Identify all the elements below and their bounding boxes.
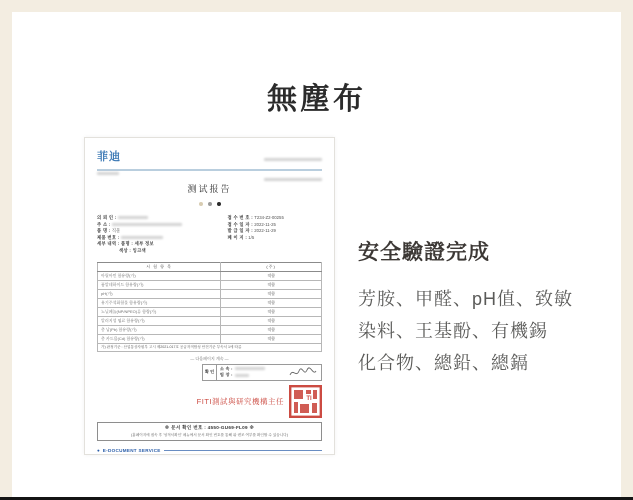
table-row: 폼알데하이드 함유량(가) 적합: [98, 280, 322, 289]
table-row: 총 카드뮴(Cd) 함유량(가) 적합: [98, 334, 322, 343]
test-report-document: [84, 137, 335, 455]
red-seal-stamp-icon: [289, 385, 322, 418]
svg-text:TI: TI: [306, 395, 312, 402]
edoc-title: E-DOCUMENT SERVICE: [102, 447, 161, 453]
report-title: 测试报告: [187, 184, 232, 194]
sign-box-label: 확 인: [203, 365, 217, 380]
safety-line: 染料、王基酚、有機錫: [358, 321, 548, 341]
safety-block: [358, 236, 608, 379]
report-results-table: [97, 262, 322, 352]
report-sign-box: [202, 364, 322, 381]
table-row: 아릴아민 함유량(가) 적합: [98, 271, 322, 280]
safety-heading: 安全驗證完成: [358, 241, 490, 264]
report-info-right: 접 수 번 호 : T234-Z2-00255 접 수 일 자 : 2022-11-25 발 급 일 자 : 2022-11-29 페 이 지 : 1/5: [227, 215, 284, 240]
table-row: 총 납(Pb) 함유량(가) 적합: [98, 325, 322, 334]
safety-body: [358, 283, 608, 379]
edoc-section: ● E-DOCUMENT SERVICE: [97, 448, 322, 455]
report-logo: 菲迪: [97, 151, 121, 163]
report-info: [97, 215, 322, 255]
table-row: pH(가) 적합: [98, 289, 322, 298]
content-card: [12, 12, 621, 497]
dot-1: [199, 202, 203, 206]
sign-box-rows: 소 속 : 팀 장 :: [217, 365, 321, 380]
table-row: 알러지성 염료 함유량(가) 적합: [98, 316, 322, 325]
dot-2: [208, 202, 212, 206]
report-header: [97, 148, 322, 166]
signature-icon: [288, 366, 318, 380]
page-title: 無塵布: [267, 83, 366, 116]
doc-number-box: [97, 422, 322, 441]
doc-number-note: (홈페이지에 접속 후 '성적서확인' 메뉴에서 문서 확인 번호를 통해 위·변조 여부를 확인할 수 있습니다): [131, 432, 288, 437]
doc-number: ※ 문서 확인 번호 : 4550-GU69-FL09 ※: [164, 425, 255, 431]
report-continued-note: — 다음페이지 계속 —: [190, 355, 229, 361]
report-logo-subline: [97, 165, 121, 183]
report-logo-wrap: [97, 148, 121, 183]
safety-line: 芳胺、甲醛、pH值、致敏: [358, 289, 574, 309]
safety-line: 化合物、總鉛、總鎘: [358, 353, 529, 373]
report-header-contact: [264, 148, 322, 189]
table-row: 노닐페놀(NP/NPEO)류 함량(가) 적합: [98, 307, 322, 316]
table-note-row: 가) 판정기준 : 산업통상자원부 고시 제2021-017호 공급자적합성 안전기준 부속서 1에 따름: [98, 343, 322, 351]
edoc-rule: [164, 450, 322, 451]
report-pagination-dots: [97, 202, 322, 206]
report-certification-row: [97, 385, 322, 418]
fiti-director-title: FITI測試與研究機構主任: [196, 396, 284, 406]
table-row: 유기주석화합물 함유량(가) 적합: [98, 298, 322, 307]
report-info-left: 의 뢰 인 : 주 소 : 품 명 : 직물 제품 번호 : 세부 내역 : 품명 : 세부 정보 색상 : 잉크색: [97, 215, 223, 255]
table-header-result: (주): [221, 262, 322, 271]
table-header-item: 시 험 항 목: [98, 262, 221, 271]
dot-3: [217, 202, 221, 206]
